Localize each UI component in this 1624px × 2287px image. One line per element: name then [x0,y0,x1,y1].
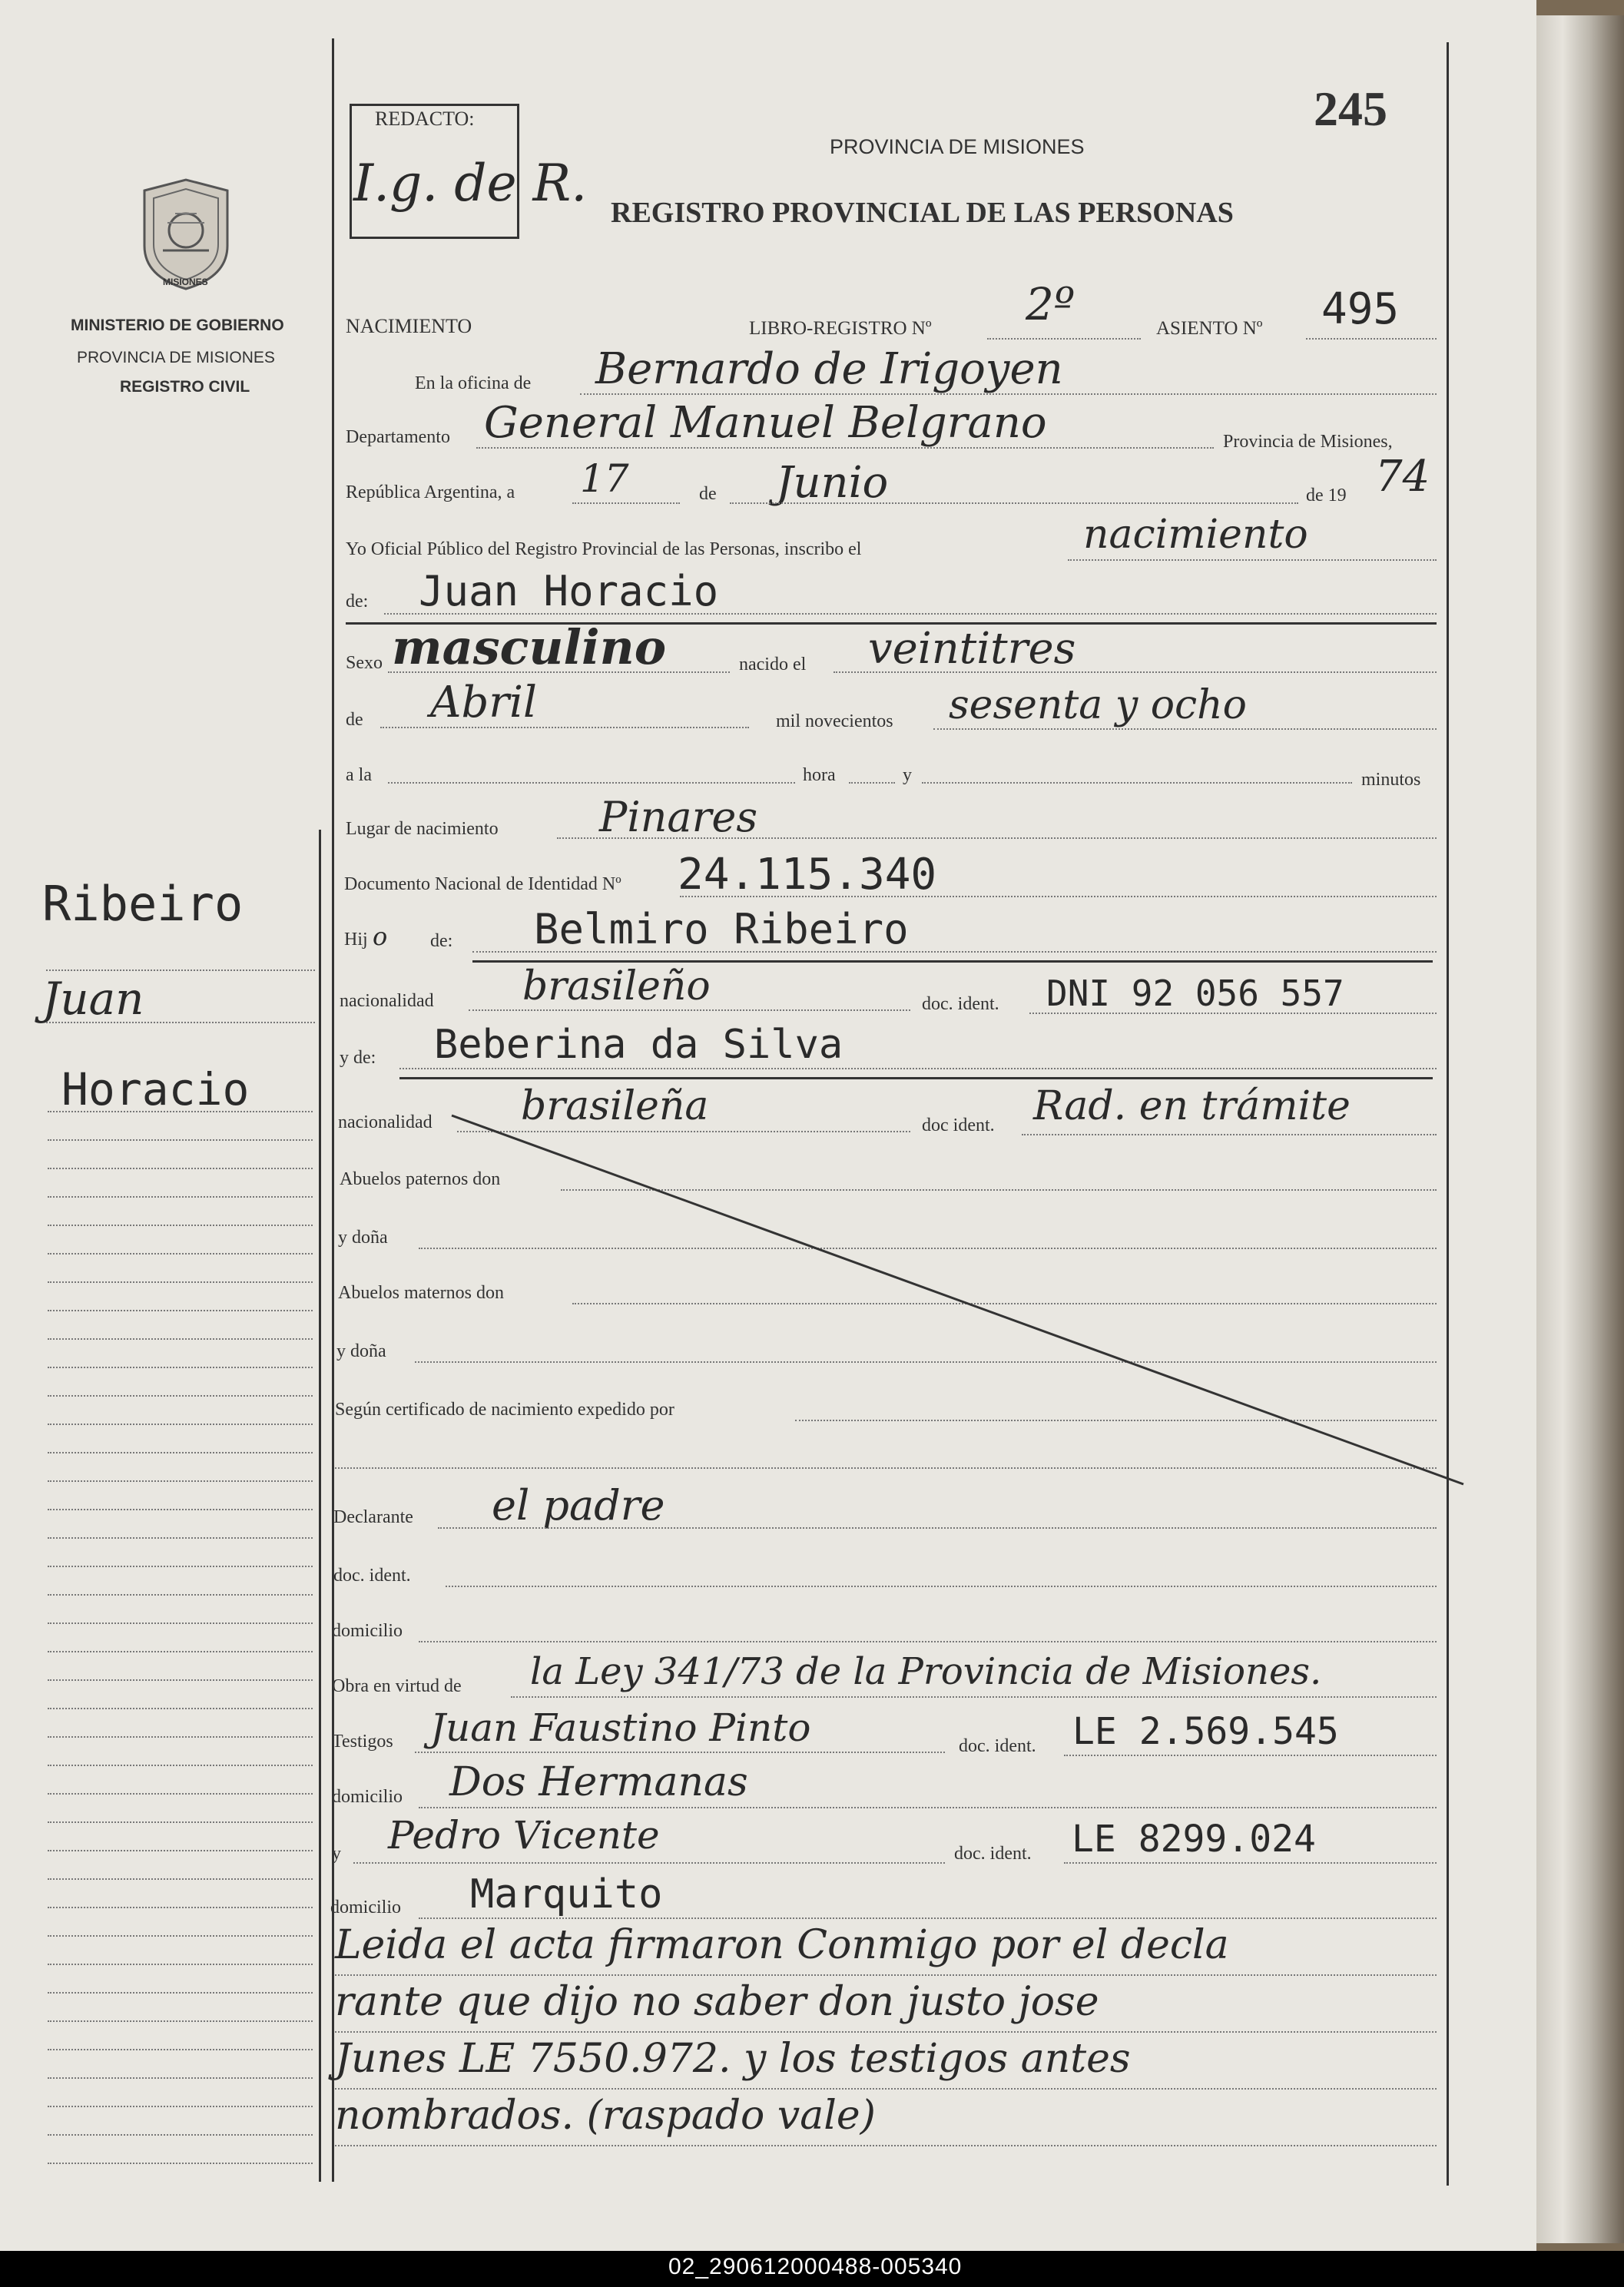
margin-ruled-line [48,1992,313,1994]
nota-rule-1 [335,1974,1437,1976]
hijo-suffix: o [373,922,388,951]
margin-ruled-line [48,1821,313,1823]
domicilio-label: domicilio [332,1621,403,1641]
margin-middlename: Horacio [61,1063,250,1115]
anio-nac-value: sesenta y ocho [949,682,1247,728]
ydona1-label: y doña [338,1228,388,1248]
docident3-label: doc. ident. [333,1566,411,1586]
departamento-label: Departamento [346,427,450,447]
margin-surname: Ribeiro [42,876,244,932]
anio-label: de 19 [1306,486,1347,505]
declarante-line [438,1527,1437,1529]
margin-ruled-line [48,1480,313,1482]
testigo2-dom: Marquito [470,1871,663,1917]
margin-ruled-line [48,2049,313,2050]
provincia-left-label: PROVINCIA DE MISIONES [77,349,275,366]
docident3-line [446,1586,1437,1587]
docident4-label: doc. ident. [959,1736,1036,1756]
margin-ruled-line [48,1793,313,1795]
nota-line-1: Leida el acta firmaron Conmigo por el decla [335,1922,1229,1968]
sexo-value: masculino [392,619,667,675]
nac-madre-value: brasileña [521,1083,709,1129]
madre-value: Beberina da Silva [434,1022,843,1068]
dni-label: Documento Nacional de Identidad Nº [344,874,621,894]
nacido-value: veintitres [868,624,1076,674]
republica-label: República Argentina, a [346,482,515,502]
testigo2-doc-line [1064,1862,1437,1864]
anio-value: 74 [1375,452,1430,502]
nota-line-3: Junes LE 7550.972. y los testigos antes [335,2036,1131,2082]
lugar-value: Pinares [599,793,758,841]
domicilio2-label: domicilio [332,1787,403,1807]
domicilio-line [419,1641,1437,1642]
doc-padre-value: DNI 92 056 557 [1046,973,1344,1014]
margin-ruled-line [48,1651,313,1652]
libro-value: 2º [1026,278,1075,330]
abuelos-mat-label: Abuelos maternos don [338,1283,504,1303]
margin-ruled-line [48,1225,313,1226]
province-title: PROVINCIA DE MISIONES [830,135,1085,158]
nacido-label: nacido el [739,655,807,674]
margin-ruled-line [48,1708,313,1709]
margin-ruled-line [48,1537,313,1539]
margin-ruled-line [48,2106,313,2107]
ministerio-label: MINISTERIO DE GOBIERNO [71,317,284,334]
testigo2-line [353,1862,945,1864]
docident2-label: doc ident. [922,1115,995,1135]
margin-ruled-line [48,1935,313,1937]
hijo-de-label: de: [430,931,453,951]
footer-id: 02_290612000488-005340 [668,2254,963,2279]
ydona2-label: y doña [336,1341,386,1361]
testigos-label: Testigos [332,1732,393,1752]
hijo-label: Hij [344,930,368,950]
margin-ruled-line [48,2020,313,2022]
obra-label: Obra en virtud de [332,1676,462,1696]
lugar-label: Lugar de nacimiento [346,819,499,839]
de-label: de [699,484,717,504]
margin-ruled-line [48,1310,313,1311]
domicilio2-line [419,1807,1437,1808]
margin-ruled-line [48,1452,313,1453]
margin-ruled-line [48,1907,313,1908]
margin-ruled-line [48,2134,313,2136]
nota-line-4: nombrados. (raspado vale) [335,2093,876,2139]
testigo1-value: Juan Faustino Pinto [430,1705,811,1750]
libro-label: LIBRO-REGISTRO Nº [749,318,932,339]
nacimiento-label: NACIMIENTO [346,315,472,337]
departamento-value: General Manuel Belgrano [484,398,1047,448]
docident5-label: doc. ident. [954,1844,1032,1864]
oficina-value: Bernardo de Irigoyen [595,344,1063,394]
margin-ruled-line [48,1878,313,1880]
redacto-label: REDACTO: [375,108,475,130]
domicilio3-label: domicilio [330,1898,401,1917]
page-number: 245 [1314,81,1387,136]
asiento-value: 495 [1321,284,1400,334]
testigo1-line [415,1752,945,1753]
registry-title: REGISTRO PROVINCIAL DE LAS PERSONAS [611,197,1234,229]
declarante-value: el padre [492,1481,665,1530]
mes-value: Junio [776,458,889,508]
dia-value: 17 [580,456,629,501]
hora-label: hora [803,765,836,785]
margin-ruled-line [48,1168,313,1169]
nota-rule-2 [335,2031,1437,2033]
certificado-label: Según certificado de nacimiento expedido por [335,1400,674,1420]
margin-ruled-line [48,1424,313,1425]
margin-ruled-line [48,1964,313,1965]
margin-ruled-line [48,1111,313,1112]
ala-label: a la [346,765,372,785]
margin-firstname: Juan [42,973,144,1025]
margin-rule-2 [46,1022,315,1023]
testigo1-doc-line [1064,1755,1437,1756]
margin-ruled-line [48,1196,313,1198]
provincia-label: Provincia de Misiones, [1223,432,1393,452]
nombre-value: Juan Horacio [419,567,719,615]
testigo1-dom: Dos Hermanas [449,1759,748,1805]
yde-label: y de: [340,1048,376,1068]
testigo1-doc: LE 2.569.545 [1072,1710,1339,1753]
margin-ruled-line [48,1253,313,1255]
nac-padre-value: brasileño [522,963,711,1009]
margin-ruled-line [48,1367,313,1368]
obra-line [511,1696,1437,1698]
redacto-value: I.g. de R. [353,154,588,213]
de3-label: de [346,710,363,730]
margin-ruled-line [48,1509,313,1510]
margin-ruled-line [48,2163,313,2164]
nota-line-2: rante que dijo no saber don justo jose [335,1979,1099,2025]
nacionalidad-label: nacionalidad [340,991,434,1011]
obra-value: la Ley 341/73 de la Provincia de Misiones. [530,1650,1322,1693]
y-label: y [903,765,912,785]
sexo-label: Sexo [346,653,383,673]
oficina-label: En la oficina de [415,373,532,393]
margin-ruled-line [48,1679,313,1681]
registro-civil-label: REGISTRO CIVIL [120,378,250,396]
declarante-label: Declarante [333,1507,413,1527]
y2-label: y [332,1844,341,1864]
nota-rule-3 [335,2088,1437,2090]
seal-text: MISIONES [163,277,208,287]
de2-label: de: [346,592,369,612]
asiento-label: ASIENTO Nº [1156,318,1263,339]
padre-value: Belmiro Ribeiro [534,905,909,953]
domicilio3-line [419,1917,1437,1919]
mil-label: mil novecientos [776,711,893,731]
nacionalidad2-label: nacionalidad [338,1112,433,1132]
margin-ruled-line [48,1338,313,1340]
doc-madre-value: Rad. en trámite [1033,1083,1351,1129]
testigo2-doc: LE 8299.024 [1072,1818,1316,1861]
abuelos-pat-label: Abuelos paternos don [340,1169,501,1189]
yo-label: Yo Oficial Público del Registro Provincial de las Personas, inscribo el [346,539,862,559]
inscribo-value: nacimiento [1083,512,1308,558]
minutos-label: minutos [1361,770,1421,790]
margin-ruled-line [48,1622,313,1624]
mes-nac-value: Abril [430,678,537,728]
margin-ruled-line [48,1850,313,1851]
margin-ruled-line [48,1765,313,1766]
margin-ruled-line [48,1395,313,1397]
margin-ruled-line [48,1736,313,1738]
margin-ruled-line [48,1566,313,1567]
margin-ruled-line [48,1139,313,1141]
margin-ruled-line [48,1281,313,1283]
testigo2-value: Pedro Vicente [388,1813,660,1858]
dni-value: 24.115.340 [678,850,937,900]
margin-ruled-line [48,2077,313,2079]
nota-rule-4 [335,2145,1437,2146]
docident-label: doc. ident. [922,994,999,1014]
margin-rule-1 [46,969,315,971]
margin-ruled-line [48,1594,313,1596]
